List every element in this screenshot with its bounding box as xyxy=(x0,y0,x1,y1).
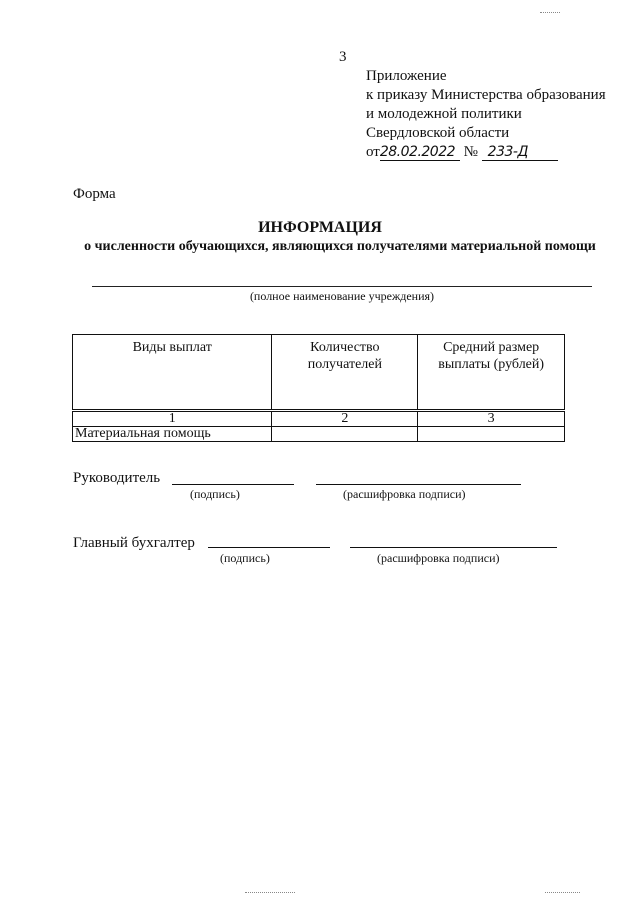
scan-artifact xyxy=(545,892,580,893)
accountant-signature-line xyxy=(208,547,330,548)
accountant-decode-line xyxy=(350,547,557,548)
table-cell: Материальная помощь xyxy=(73,427,272,442)
page-number: 3 xyxy=(339,49,347,65)
table-row xyxy=(73,427,565,442)
table-cell xyxy=(272,427,418,442)
institution-caption: (полное наименование учреждения) xyxy=(249,289,435,303)
column-number: 3 xyxy=(418,411,565,427)
accountant-decode-caption: (расшифровка подписи) xyxy=(377,551,500,565)
column-number: 1 xyxy=(73,411,272,427)
appendix-block xyxy=(366,67,606,162)
order-date-number-line xyxy=(366,143,606,162)
accountant-signature-label: Главный бухгалтер xyxy=(73,535,195,551)
head-signature-caption: (подпись) xyxy=(190,487,240,501)
order-number: 233-Д xyxy=(482,145,558,161)
appendix-line: и молодежной политики xyxy=(366,106,522,122)
head-signature-line xyxy=(172,484,294,485)
column-header: Виды выплат xyxy=(73,335,272,411)
number-prefix: № xyxy=(463,144,478,160)
appendix-line: Свердловской области xyxy=(366,125,510,141)
scan-artifact xyxy=(540,12,560,13)
column-number: 2 xyxy=(272,411,418,427)
table-number-row xyxy=(73,411,565,427)
column-header: Средний размер выплаты (рублей) xyxy=(418,335,565,411)
head-decode-caption: (расшифровка подписи) xyxy=(343,487,466,501)
document-subtitle: о численности обучающихся, являющихся получателями материальной помощи xyxy=(84,239,596,254)
payments-table xyxy=(72,334,565,442)
form-label: Форма xyxy=(73,186,116,202)
table-header-row xyxy=(73,335,565,411)
order-date: 28.02.2022 xyxy=(380,145,460,161)
institution-name-line xyxy=(92,286,592,287)
document-title: ИНФОРМАЦИЯ xyxy=(258,219,382,236)
head-decode-line xyxy=(316,484,521,485)
accountant-signature-caption: (подпись) xyxy=(220,551,270,565)
scan-artifact xyxy=(245,892,295,893)
head-signature-label: Руководитель xyxy=(73,470,161,486)
appendix-line: Приложение xyxy=(366,68,447,84)
table-cell xyxy=(418,427,565,442)
appendix-line: к приказу Министерства образования xyxy=(366,87,606,103)
date-prefix: от xyxy=(366,144,380,160)
column-header: Количество получателей xyxy=(272,335,418,411)
